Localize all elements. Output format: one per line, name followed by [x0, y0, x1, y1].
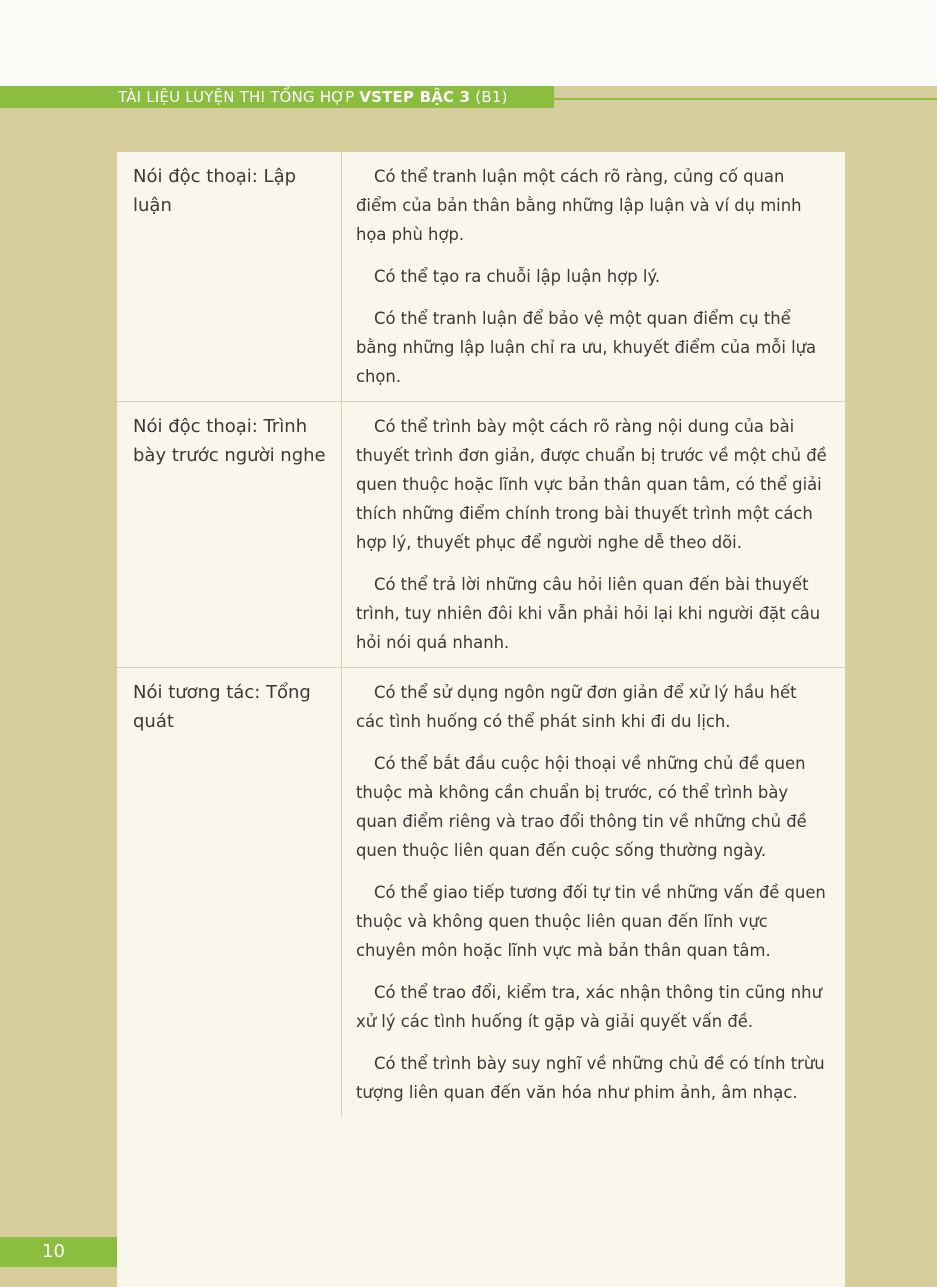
descriptor-paragraph: Có thể sử dụng ngôn ngữ đơn giản để xử lý hầu hết các tình huống có thể phát sinh khi đi du lịch. [356, 683, 797, 731]
descriptor-paragraph: Có thể trao đổi, kiểm tra, xác nhận thông tin cũng như xử lý các tình huống ít gặp và giải quyết vấn đề. [356, 983, 822, 1031]
skill-label: Nói độc thoại: Trình bày trước người nghe [117, 402, 342, 667]
descriptor-paragraph: Có thể trình bày một cách rõ ràng nội dung của bài thuyết trình đơn giản, được chuẩn bị trước về một chủ đề quen thuộc hoặc lĩnh vực bản thân quan tâm, có thể giải thích những điểm chính trong bài thuyết trình một cách hợp lý, thuyết phục để người nghe dễ theo dõi. [356, 417, 827, 552]
header-rule [554, 98, 937, 100]
skill-descriptors [342, 668, 845, 1117]
descriptor-paragraph: Có thể tranh luận để bảo vệ một quan điểm cụ thể bằng những lập luận chỉ ra ưu, khuyết điểm của mỗi lựa chọn. [356, 309, 817, 386]
skill-descriptors [342, 152, 845, 401]
header-title-suffix: (B1) [475, 88, 508, 106]
descriptor-paragraph: Có thể bắt đầu cuộc hội thoại về những chủ đề quen thuộc mà không cần chuẩn bị trước, có thể trình bày quan điểm riêng và trao đổi thông tin về những chủ đề quen thuộc liên quan đến cuộc sống thường ngày. [356, 754, 807, 860]
skill-label: Nói tương tác: Tổng quát [117, 668, 342, 1117]
descriptor-paragraph: Có thể trả lời những câu hỏi liên quan đến bài thuyết trình, tuy nhiên đôi khi vẫn phải hỏi lại khi người đặt câu hỏi nói quá nhanh. [356, 575, 821, 652]
table-row [117, 402, 845, 668]
skill-label: Nói độc thoại: Lập luận [117, 152, 342, 401]
descriptor-paragraph: Có thể tranh luận một cách rõ ràng, củng cố quan điểm của bản thân bằng những lập luận và ví dụ minh họa phù hợp. [356, 167, 802, 244]
running-header [0, 86, 554, 108]
table-row [117, 152, 845, 402]
table-row [117, 668, 845, 1117]
descriptor-paragraph: Có thể giao tiếp tương đối tự tin về những vấn đề quen thuộc và không quen thuộc liên quan đến lĩnh vực chuyên môn hoặc lĩnh vực mà bản thân quan tâm. [356, 883, 826, 960]
header-title-prefix: TÀI LIỆU LUYỆN THI TỔNG HỢP [118, 88, 355, 106]
running-header-title [118, 88, 508, 106]
page-top-margin [0, 0, 937, 86]
descriptor-paragraph: Có thể trình bày suy nghĩ về những chủ đề có tính trừu tượng liên quan đến văn hóa như phim ảnh, âm nhạc. [356, 1054, 825, 1102]
header-title-bold: VSTEP BẬC 3 [359, 88, 471, 106]
descriptor-paragraph: Có thể tạo ra chuỗi lập luận hợp lý. [374, 267, 661, 286]
descriptor-table [117, 152, 845, 1117]
page-number: 10 [42, 1241, 65, 1262]
skill-descriptors [342, 402, 845, 667]
